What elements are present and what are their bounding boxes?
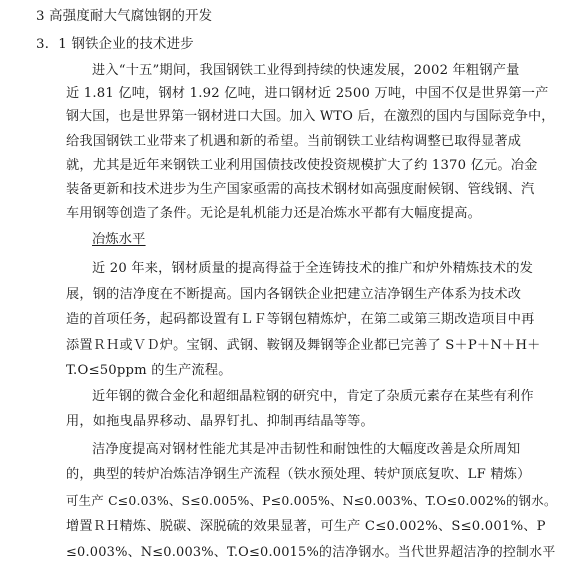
paragraph-2-line-2: 展，钢的洁净度在不断提高。国内各钢铁企业把建立洁净钢生产体系为技术改 <box>66 287 522 302</box>
subsection-heading-3-1: 3．1 钢铁企业的技术进步 <box>36 37 194 52</box>
paragraph-2-line-4: 添置ＲＨ或ＶＤ炉。宝钢、武钢、鞍钢及舞钢等企业都已完善了 S＋P＋N＋H＋ <box>66 338 541 353</box>
paragraph-1-line-2: 近 1.81 亿吨，钢材 1.92 亿吨，进口钢材近 2500 万吨，中国不仅是世界第一产 <box>66 86 549 101</box>
paragraph-4-line-3: 可生产 C≤0.03%、S≤0.005%、P≤0.005%、N≤0.003%、T.O≤0.002%的钢水。 <box>66 493 557 508</box>
paragraph-4-line-5: ≤0.003%、N≤0.003%、T.O≤0.0015%的洁净钢水。当代世界超洁净的控制水平 <box>66 545 556 560</box>
paragraph-1-line-7: 车用钢等创造了条件。无论是轧机能力还是冶炼水平都有大幅度提高。 <box>66 206 482 221</box>
subheading-smelting-level: 冶炼水平 <box>92 232 146 247</box>
paragraph-3-line-1: 近年钢的微合金化和超细晶粒钢的研究中，肯定了杂质元素存在某些有利作 <box>92 389 534 404</box>
paragraph-1-line-4: 给我国钢铁工业带来了机遇和新的希望。当前钢铁工业结构调整已取得显著成 <box>66 134 522 149</box>
paragraph-4-line-1: 洁净度提高对钢材性能尤其是冲击韧性和耐蚀性的大幅度改善是众所周知 <box>92 442 521 457</box>
paragraph-3-line-2: 用，如拖曳晶界移动、晶界钉扎、抑制再结晶等等。 <box>66 414 374 429</box>
paragraph-2-line-1: 近 20 年来，钢材质量的提高得益于全连铸技术的推广和炉外精炼技术的发 <box>92 261 533 276</box>
paragraph-2-line-3: 造的首项任务，起码都设置有ＬＦ等钢包精炼炉，在第二或第三期改造项目中再 <box>66 312 535 327</box>
paragraph-1-line-5: 就，尤其是近年来钢铁工业利用国债技改使投资规模扩大了约 1370 亿元。冶金 <box>66 158 538 173</box>
paragraph-1-line-3: 钢大国，也是世界第一钢材进口大国。加入 WTO 后，在激烈的国内与国际竞争中， <box>66 109 555 124</box>
paragraph-4-line-2: 的，典型的转炉冶炼洁净钢生产流程（铁水预处理、转炉顶底复吹、LF 精炼） <box>66 467 531 482</box>
paragraph-2-line-5: T.O≤50ppm 的生产流程。 <box>66 363 232 378</box>
section-heading-3: 3 高强度耐大气腐蚀钢的开发 <box>36 9 213 24</box>
paragraph-4-line-4: 增置ＲＨ精炼、脱碳、深脱硫的效果显著，可生产 C≤0.002%、S≤0.001%、P <box>66 519 546 534</box>
paragraph-1-line-6: 装备更新和技术进步为生产国家亟需的高技术钢材如高强度耐候钢、管线钢、汽 <box>66 182 535 197</box>
paragraph-1-line-1: 进入“十五”期间，我国钢铁工业得到持续的快速发展，2002 年粗钢产量 <box>92 63 520 78</box>
